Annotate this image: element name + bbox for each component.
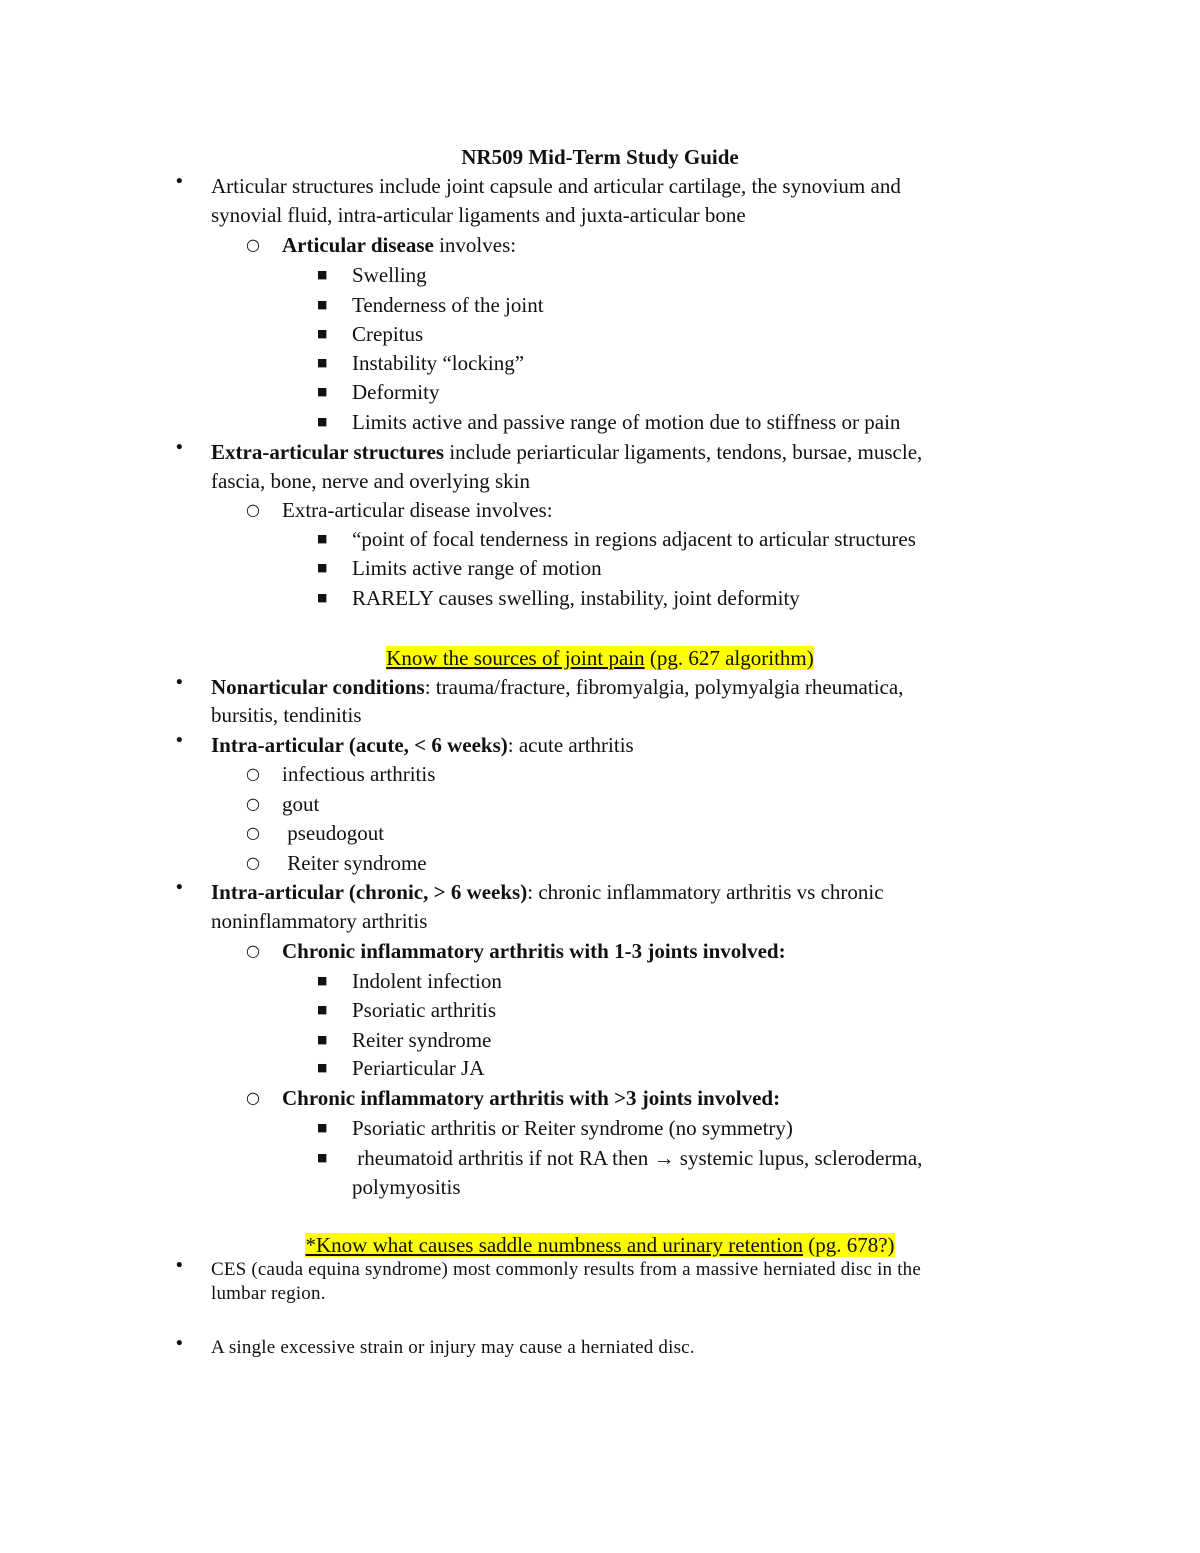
text-span: systemic lupus, scleroderma, [674, 1146, 923, 1170]
list-item: Crepitus [352, 322, 424, 346]
circle-bullet-icon: ○ [246, 794, 260, 813]
text-span: rheumatoid arthritis if not RA then [352, 1146, 654, 1170]
list-item: “point of focal tenderness in regions adjacent to articular structures [352, 527, 916, 551]
text-line: synovial fluid, intra-articular ligaments and juxta-articular bone [211, 203, 746, 227]
square-bullet-icon: ■ [317, 561, 328, 574]
square-bullet-icon: ■ [317, 591, 328, 604]
text-line [211, 730, 634, 760]
square-bullet-icon: ■ [317, 356, 328, 369]
square-bullet-icon: ■ [317, 327, 328, 340]
bold-term: Intra-articular (chronic, > 6 weeks) [211, 880, 528, 904]
text-line: A single excessive strain or injury may cause a herniated disc. [211, 1337, 695, 1358]
text-line [211, 437, 922, 467]
text-span: : chronic inflammatory arthritis vs chronic [527, 880, 884, 904]
bold-term: Intra-articular (acute, < 6 weeks) [211, 733, 508, 757]
text-line: CES (cauda equina syndrome) most commonly results from a massive herniated disc in the [211, 1259, 922, 1280]
list-item: Reiter syndrome [282, 851, 427, 875]
list-item [352, 1143, 922, 1173]
list-item: Periarticular JA [352, 1056, 485, 1080]
text-span: involves: [433, 233, 517, 257]
text-line: noninflammatory arthritis [211, 909, 428, 933]
list-item: Limits active range of motion [352, 556, 602, 580]
bullet-icon: • [176, 730, 183, 751]
bullet-icon: • [176, 1333, 183, 1354]
underlined-text: *Know what causes saddle numbness and urinary retention [305, 1233, 803, 1257]
bullet-icon: • [176, 877, 183, 898]
square-bullet-icon: ■ [317, 415, 328, 428]
bullet-icon: • [176, 171, 183, 192]
list-item: Tenderness of the joint [352, 293, 544, 317]
square-bullet-icon: ■ [317, 532, 328, 545]
square-bullet-icon: ■ [317, 385, 328, 398]
bullet-icon: • [176, 1255, 183, 1276]
square-bullet-icon: ■ [317, 298, 328, 311]
list-item: Psoriatic arthritis or Reiter syndrome (no symmetry) [352, 1116, 793, 1140]
circle-bullet-icon: ○ [246, 853, 260, 872]
subheading [282, 936, 786, 966]
text-span: include periarticular ligaments, tendons, bursae, muscle, [444, 440, 923, 464]
text-span: : acute arthritis [507, 733, 634, 757]
bullet-icon: • [176, 672, 183, 693]
bullet-icon: • [176, 437, 183, 458]
text-line: fascia, bone, nerve and overlying skin [211, 469, 530, 493]
highlight [305, 1233, 894, 1257]
list-item: Swelling [352, 263, 427, 287]
page-title: NR509 Mid-Term Study Guide [461, 145, 739, 169]
circle-bullet-icon: ○ [246, 823, 260, 842]
list-item: Instability “locking” [352, 351, 525, 375]
text-span: (pg. 678?) [802, 1233, 895, 1257]
list-item: Indolent infection [352, 969, 502, 993]
list-item: Psoriatic arthritis [352, 998, 497, 1022]
text-line [211, 877, 884, 907]
text-line [211, 672, 903, 702]
text-line: Articular structures include joint capsule and articular cartilage, the synovium and [211, 174, 901, 198]
arrow-right-icon: → [653, 1146, 675, 1170]
square-bullet-icon: ■ [317, 1003, 328, 1016]
list-item: Limits active and passive range of motion due to stiffness or pain [352, 410, 901, 434]
square-bullet-icon: ■ [317, 1121, 328, 1134]
circle-bullet-icon: ○ [246, 235, 260, 254]
circle-bullet-icon: ○ [246, 941, 260, 960]
circle-bullet-icon: ○ [246, 500, 260, 519]
square-bullet-icon: ■ [317, 974, 328, 987]
bold-term: Chronic inflammatory arthritis with >3 joints involved: [282, 1086, 781, 1110]
list-item: pseudogout [282, 821, 385, 845]
text-line: bursitis, tendinitis [211, 703, 362, 727]
text-span: : trauma/fracture, fibromyalgia, polymyalgia rheumatica, [424, 675, 904, 699]
text-line: lumbar region. [211, 1283, 326, 1304]
circle-bullet-icon: ○ [246, 1088, 260, 1107]
bold-term: Articular disease [282, 233, 434, 257]
list-item: gout [282, 792, 320, 816]
text-span: (pg. 627 algorithm) [644, 646, 814, 670]
circle-bullet-icon: ○ [246, 764, 260, 783]
square-bullet-icon: ■ [317, 1151, 328, 1164]
text-line: polymyositis [352, 1175, 461, 1199]
highlight [386, 646, 814, 670]
underlined-text: Know the sources of joint pain [386, 646, 645, 670]
subheading [282, 1083, 780, 1113]
list-item: Reiter syndrome [352, 1028, 492, 1052]
text-line: Extra-articular disease involves: [282, 498, 553, 522]
bold-term: Chronic inflammatory arthritis with 1-3 joints involved: [282, 939, 786, 963]
bold-term: Nonarticular conditions [211, 675, 425, 699]
square-bullet-icon: ■ [317, 268, 328, 281]
list-item: RARELY causes swelling, instability, joint deformity [352, 586, 800, 610]
bold-term: Extra-articular structures [211, 440, 445, 464]
square-bullet-icon: ■ [317, 1061, 328, 1074]
square-bullet-icon: ■ [317, 1033, 328, 1046]
list-item: infectious arthritis [282, 762, 436, 786]
text-line [282, 230, 516, 260]
list-item: Deformity [352, 380, 440, 404]
